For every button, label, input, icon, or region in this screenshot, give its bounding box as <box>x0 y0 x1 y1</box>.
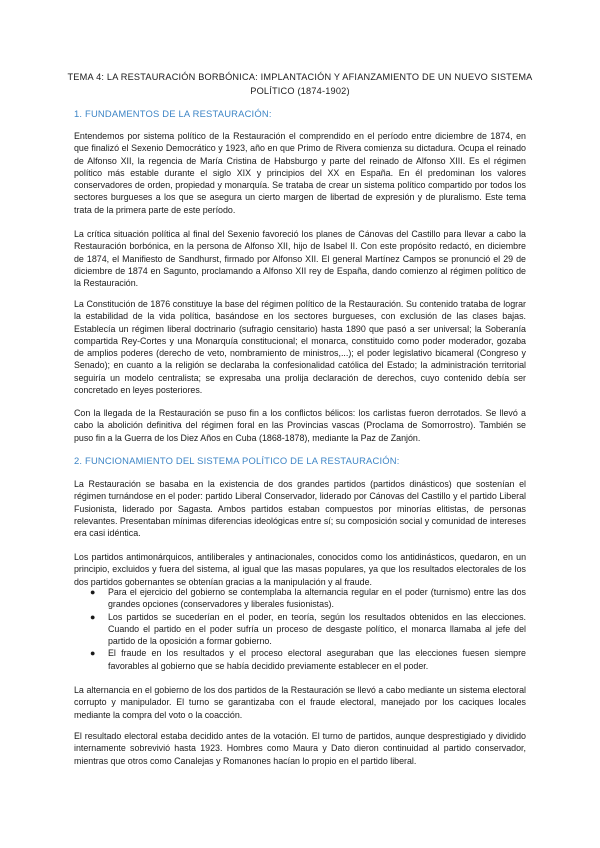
paragraph-conflictos: Con la llegada de la Restauración se puso fin a los conflictos bélicos: los carlistas fueron derrotados. Se llevó a cabo la abolición definitiva del régimen foral en las Provincias vascas (Proclama de Somorrostro). También se puso fin a la Guerra de los Diez Años en Cuba (1868-1878), mediante la Paz de Zanjón. <box>74 408 526 443</box>
list-item-text: Para el ejercicio del gobierno se contemplaba la alternancia regular en el poder (turnismo) entre las dos grandes opciones (conservadores y liberales fusionistas). <box>108 587 526 610</box>
bullet-icon: ● <box>90 648 96 659</box>
bullet-icon: ● <box>90 587 96 597</box>
list-item <box>74 586 526 611</box>
paragraph-sandhurst: La crítica situación política al final del Sexenio favoreció los planes de Cánovas del Castillo para llevar a cabo la Restauración borbónica, en la persona de Alfonso XII, hijo de Isabel II. Con este propósito redactó, en diciembre de 1874, el Manifiesto de Sandhurst, firmado por Alfonso XII. El general Martínez Campos se pronunció el 29 de diciembre de 1874 en Sagunto, proclamando a Alfonso XII rey de España, dando comienzo al régimen político de la Restauración. <box>74 229 526 288</box>
bullet-list <box>74 586 526 672</box>
bullet-icon: ● <box>90 611 96 622</box>
paragraph-antidinasticos: Los partidos antimonárquicos, antiliberales y antinacionales, conocidos como los antidinásticos, quedaron, en un principio, excluidos y fuera del sistema, al igual que las masas populares, ya que los resultados electorales de los dos partidos gobernantes se obtenían gracias a la manipulación y al fraude. <box>74 552 526 587</box>
paragraph-resultado-electoral: El resultado electoral estaba decidido antes de la votación. El turno de partidos, aunque desprestigiado y dividido internamente sobrevivió hasta 1923. Hombres como Maura y Dato dieron continuidad al partido conservador, mientras que otros como Canalejas y Romanones hacían lo propio en el partido liberal. <box>74 731 526 766</box>
paragraph-partidos: La Restauración se basaba en la existencia de dos grandes partidos (partidos dinásticos) que sostenían el régimen turnándose en el poder: partido Liberal Conservador, liderado por Cánovas del Castillo y el partido Liberal Fusionista, liderado por Sagasta. Ambos partidos estaban compuestos por minorías elitistas, de personas relevantes. Presentaban mínimas diferencias ideológicas entre sí; su composición social y comunidad de intereses era casi idéntica. <box>74 479 526 538</box>
paragraph-alternancia: La alternancia en el gobierno de los dos partidos de la Restauración se llevó a cabo mediante un sistema electoral corrupto y manipulador. El turno se garantizaba con el fraude electoral, manejado por los caciques locales mediante la compra del voto o la coacción. <box>74 685 526 720</box>
document-title: TEMA 4: LA RESTAURACIÓN BORBÓNICA: IMPLANTACIÓN Y AFIANZAMIENTO DE UN NUEVO SISTEMA POLÍTICO (1874-1902) <box>67 72 533 96</box>
section-heading-funcionamiento: 2. FUNCIONAMIENTO DEL SISTEMA POLÍTICO DE LA RESTAURACIÓN: <box>74 455 400 466</box>
section-heading-fundamentos: 1. FUNDAMENTOS DE LA RESTAURACIÓN: <box>74 108 272 119</box>
list-item-text: Los partidos se sucederían en el poder, en teoría, según los resultados obtenidos en las elecciones. Cuando el partido en el poder sufría un proceso de desgaste político, el monarca llamaba al jefe del partido de la oposición a formar gobierno. <box>108 611 526 646</box>
list-item-text: El fraude en los resultados y el proceso electoral aseguraban que las elecciones fuesen siempre favorables al gobierno que se había decidido previamente establecer en el poder. <box>108 648 526 671</box>
list-item <box>74 647 526 672</box>
list-item <box>74 611 526 648</box>
paragraph-definicion: Entendemos por sistema político de la Restauración el comprendido en el período entre diciembre de 1874, en que finalizó el Sexenio Democrático y 1923, año en que Primo de Rivera comienza su dictadura. Ocupa el reinado de Alfonso XII, la regencia de María Cristina de Habsburgo y parte del reinado de Alfonso XIII. Es el régimen político más estable durante el siglo XIX y principios del XX en España. En él predominan los valores conservadores de orden, propiedad y monarquía. Se trataba de crear un sistema político compartido por todos los sectores burgueses a los que se asegura un cierto margen de libertad de expresión y de pluralismo. Este tema trata de la primera parte de este período. <box>74 131 526 215</box>
paragraph-constitucion: La Constitución de 1876 constituye la base del régimen político de la Restauración. Su contenido trataba de lograr la estabilidad de la vida política, basándose en los sectores burgueses, con exclusión de las clases bajas. Establecía un régimen liberal doctrinario (sufragio censitario) hasta 1890 que pasó a ser universal; la Soberanía compartida Rey-Cortes y una Monarquía constitucional; el monarca, constituido como poder moderador, gozaba de amplios poderes (derecho de veto, nombramiento de ministros,...); el poder legislativo bicameral (Congreso y Senado); en cuanto a la religión se declaraba la confesionalidad católica del Estado; la administración territorial seguiría un modelo centralista; se expresaba una prolija declaración de derechos, cuyo contenido debía ser concretado en leyes posteriores. <box>74 299 526 395</box>
